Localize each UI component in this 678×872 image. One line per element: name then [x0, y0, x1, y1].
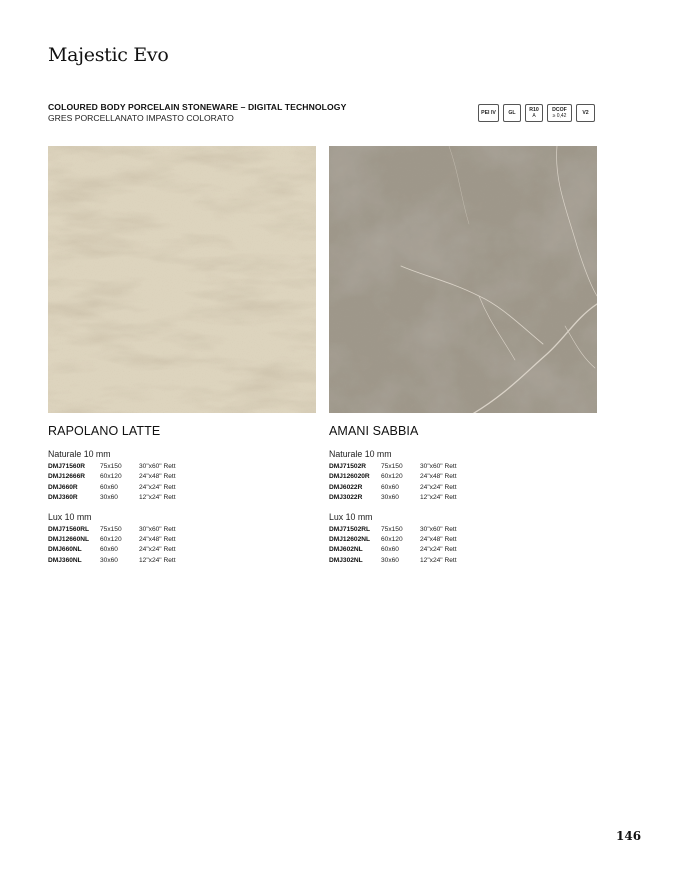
imperial-size: 30"x60" Rett [139, 525, 176, 533]
finish-label: Lux 10 mm [329, 511, 373, 522]
imperial-size: 30"x60" Rett [139, 463, 176, 470]
table-row [48, 472, 176, 482]
imperial-size: 24"x24" Rett [139, 483, 176, 491]
imperial-size: 30"x60" Rett [420, 463, 457, 470]
v2-badge [576, 104, 595, 122]
gl-badge [503, 104, 521, 122]
page-number: 146 [616, 829, 642, 843]
badge-sub: ≥ 0,42 [552, 113, 567, 119]
table-row [48, 556, 176, 566]
imperial-size: 12"x24" Rett [139, 494, 176, 502]
table-row [329, 556, 457, 566]
product-code: DMJ71560R [48, 463, 86, 470]
finish-label: Lux 10 mm [48, 511, 92, 522]
product-code: DMJ71502RL [329, 525, 371, 533]
metric-size: 60x120 [381, 473, 403, 481]
metric-size: 60x120 [100, 536, 122, 544]
product-code: DMJ71560RL [48, 525, 90, 533]
imperial-size: 12"x24" Rett [139, 556, 176, 564]
product-code: DMJ660NL [48, 546, 82, 554]
imperial-size: 30"x60" Rett [420, 525, 457, 533]
badge-label: GL [508, 110, 516, 116]
metric-size: 60x120 [381, 536, 403, 544]
spec-badges [478, 104, 595, 122]
metric-size: 75x150 [100, 525, 122, 533]
metric-size: 75x150 [100, 463, 122, 470]
finish-label: Naturale 10 mm [48, 449, 111, 459]
subtitle-english: COLOURED BODY PORCELAIN STONEWARE – DIGITAL TECHNOLOGY [48, 102, 347, 112]
product-code: DMJ126020R [329, 473, 370, 481]
product-code: DMJ302NL [329, 556, 363, 564]
r10-badge [525, 104, 543, 122]
table-row [48, 525, 176, 535]
table-row [329, 472, 457, 482]
table-row [329, 545, 457, 555]
imperial-size: 12"x24" Rett [420, 556, 457, 564]
table-row [48, 462, 176, 472]
imperial-size: 12"x24" Rett [420, 494, 457, 502]
metric-size: 30x60 [381, 556, 399, 564]
product-code: DMJ71502R [329, 463, 367, 470]
imperial-size: 24"x48" Rett [420, 536, 457, 544]
table-row [48, 483, 176, 493]
product-code: DMJ12660NL [48, 536, 90, 544]
product-name: RAPOLANO LATTE [48, 424, 161, 438]
spec-table [48, 462, 176, 504]
product-code: DMJ360NL [48, 556, 82, 564]
pei-badge [478, 104, 499, 122]
rapolano-latte-tile-image [48, 146, 316, 413]
table-row [48, 535, 176, 545]
product-code: DMJ3022R [329, 494, 363, 502]
table-row [48, 545, 176, 555]
imperial-size: 24"x48" Rett [139, 473, 176, 481]
product-code: DMJ6022R [329, 483, 363, 491]
imperial-size: 24"x24" Rett [420, 483, 457, 491]
product-rapolano-latte [48, 424, 318, 566]
amani-sabbia-tile-image [329, 146, 597, 413]
metric-size: 60x60 [381, 546, 399, 554]
spec-table [329, 525, 457, 567]
badge-label: DCOF [552, 107, 567, 113]
table-row [329, 462, 457, 472]
product-code: DMJ660R [48, 483, 78, 491]
metric-size: 60x60 [381, 483, 399, 491]
badge-label: R10 [529, 107, 539, 113]
metric-size: 30x60 [381, 494, 399, 502]
imperial-size: 24"x24" Rett [139, 546, 176, 554]
spec-table [329, 462, 457, 504]
product-code: DMJ12602NL [329, 536, 371, 544]
product-code: DMJ360R [48, 494, 78, 502]
metric-size: 75x150 [381, 463, 403, 470]
badge-sub: A [532, 113, 536, 119]
subtitle-italian: GRES PORCELLANATO IMPASTO COLORATO [48, 113, 234, 123]
table-row [329, 483, 457, 493]
metric-size: 30x60 [100, 556, 118, 564]
metric-size: 30x60 [100, 494, 118, 502]
page-title: Majestic Evo [48, 44, 169, 66]
finish-label: Naturale 10 mm [329, 449, 392, 459]
imperial-size: 24"x24" Rett [420, 546, 457, 554]
imperial-size: 24"x48" Rett [420, 473, 457, 481]
badge-label: PEI IV [481, 110, 496, 116]
metric-size: 60x120 [100, 473, 122, 481]
subtitle-block [48, 102, 346, 124]
imperial-size: 24"x48" Rett [139, 536, 176, 544]
table-row [329, 493, 457, 503]
table-row [48, 493, 176, 503]
table-row [329, 525, 457, 535]
product-code: DMJ602NL [329, 546, 363, 554]
product-amani-sabbia [329, 424, 599, 566]
spec-table [48, 525, 176, 567]
metric-size: 60x60 [100, 483, 118, 491]
table-row [329, 535, 457, 545]
metric-size: 60x60 [100, 546, 118, 554]
product-name: AMANI SABBIA [329, 424, 419, 438]
product-code: DMJ12666R [48, 473, 86, 481]
metric-size: 75x150 [381, 525, 403, 533]
badge-label: V2 [582, 110, 589, 116]
dcof-badge [547, 104, 572, 122]
